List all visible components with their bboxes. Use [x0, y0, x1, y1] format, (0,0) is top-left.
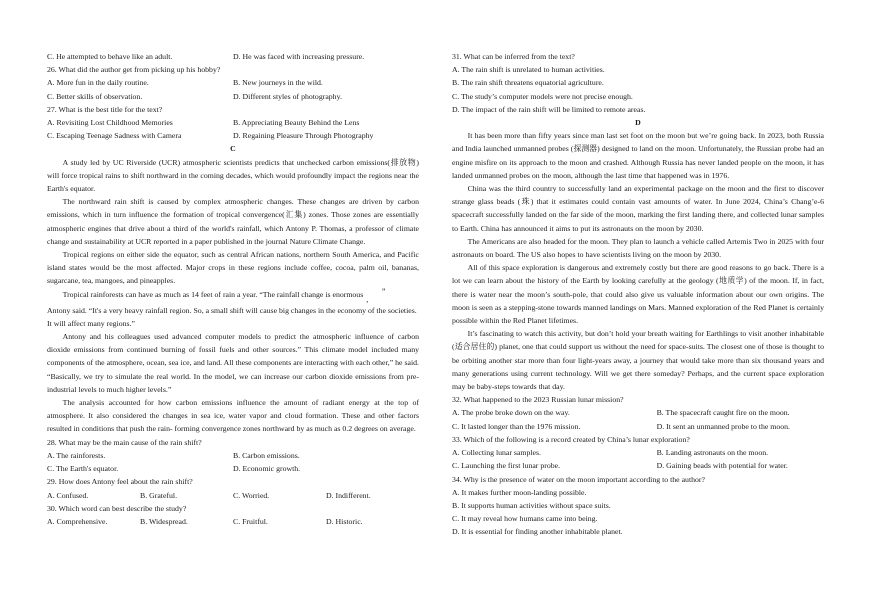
- q31-option-a: A. The rain shift is unrelated to human activities.: [452, 65, 605, 75]
- passage-d-paragraph-1: It has been more than fifty years since man last set foot on the moon but we’re going back. In 2023, both Russia and India launched unmanned probes (探测器) designed to land on the moon. Unfortunately, the Russian probe had an engine misfire on its approach to the moon and crashed. Although Russia has never landed people on the moon, it has landed unmanned probes on the moon, although the last time that happened was in 1976.: [452, 131, 824, 180]
- question-27: 27. What is the best title for the text?: [47, 104, 163, 114]
- q27-options-ab: [47, 116, 419, 129]
- passage-c-paragraph-4-continued: Antony said. “It's a very heavy rainfall region. So, a small shift will cause big changes in the economy of the societies. It will affect many regions.”: [47, 305, 417, 328]
- q34-option-a: A. It makes further moon-landing possible.: [452, 487, 587, 497]
- passage-d-paragraph-5: It’s fascinating to watch this activity, but don’t hold your breath waiting for Earthlings to visit another inhabitable (适合居住的) planet, one that could support us without the need for space-suits. The closest one of those is thought to be orbiting another star more than four light-years away, a journey that would take more than six thousand years and many generations using current technology. Will we get there someday? Perhaps, and the current space exploration may be baby-steps towards that day.: [452, 329, 824, 392]
- q34-option-b: B. It supports human activities without space suits.: [452, 500, 611, 510]
- q33-options-ab: [452, 446, 824, 459]
- option: D. Historic.: [326, 516, 363, 526]
- passage-c-paragraph-5: Antony and his colleagues used advanced computer models to predict the atmospheric influence of carbon dioxide emissions from continued burning of fossil fuels and other sources.” This climate model included many components of the atmosphere, ocean, sea ice, and land. All these components are interacting with each other,” he said. “Basically, we try to simulate the real world. In the model, we can increase our carbon dioxide emissions from pre-industrial levels to much higher levels.”: [47, 332, 419, 394]
- q26-options-ab: [47, 76, 419, 89]
- q32-options-cd: [452, 420, 824, 433]
- option: C. He attempted to behave like an adult.: [47, 52, 173, 61]
- quote-mark: ” ,: [366, 286, 386, 304]
- passage-c-paragraph-6: The analysis accounted for how carbon emissions influence the amount of radiant energy at the top of atmosphere. It also considered the changes in sea ice, water vapor and cloud formation. These and other factors resulted in conditions that push the rain- forming convergence zones northward by as much as 0.2 degrees on average.: [47, 398, 419, 434]
- q29-options: [47, 489, 419, 502]
- passage-c-paragraph-2: The northward rain shift is caused by complex atmospheric changes. These changes are driven by carbon emissions, which in turn influence the formation of tropical convergence(汇集) zones. Those zones are essentially atmospheric engines that drive about a third of the world's rainfall, which Antony P. Thomas, a professor of climate change and sustainability at UCR reported in a paper published in the journal Nature Climate Change.: [47, 197, 419, 246]
- q31-option-d: D. The impact of the rain shift will be limited to remote areas.: [452, 104, 646, 114]
- q30-options: [47, 515, 419, 528]
- question-30: 30. Which word can best describe the study?: [47, 503, 187, 513]
- q25-options-cd: [47, 50, 419, 63]
- question-28: 28. What may be the main cause of the rain shift?: [47, 437, 202, 447]
- passage-d-paragraph-3: The Americans are also headed for the moon. They plan to launch a vehicle called Artemis Two in 2025 with four astronauts on board. The US also hopes to have scientists living on the moon by 2030.: [452, 236, 824, 260]
- option: B. New journeys in the wild.: [233, 78, 323, 88]
- option: A. Collecting lunar samples.: [452, 448, 541, 458]
- q34-option-d: D. It is essential for finding another inhabitable planet.: [452, 527, 623, 537]
- option: A. The probe broke down on the way.: [452, 408, 570, 418]
- q31-option-c: C. The study’s computer models were not precise enough.: [452, 91, 633, 101]
- q33-options-cd: [452, 459, 824, 472]
- passage-c-paragraph-4: [47, 288, 419, 304]
- option: B. Landing astronauts on the moon.: [656, 448, 769, 458]
- right-column: [452, 50, 824, 539]
- option: D. Economic growth.: [233, 464, 301, 474]
- question-33: 33. Which of the following is a record created by China’s lunar exploration?: [452, 434, 690, 444]
- option: A. The rainforests.: [47, 450, 106, 460]
- q28-options-ab: [47, 449, 419, 462]
- passage-d-paragraph-4: All of this space exploration is dangerous and extremely costly but there are good reasons to go back. There is a lot we can learn about the history of the Earth by looking carefully at the geology (地质学) of the moon. If, in fact, there is water near the moon’s south-pole, that could also give us valuable information about our own origins. The moon is seen as a stepping-stone towards manned landings on Mars. Manned exploration of the Red Planet is certainly possible within the Red Planet lifetimes.: [452, 263, 824, 326]
- option: C. Launching the first lunar probe.: [452, 461, 561, 471]
- option: C. Worried.: [233, 490, 270, 500]
- option: C. Better skills of observation.: [47, 91, 143, 101]
- option: C. It lasted longer than the 1976 mission.: [452, 421, 581, 431]
- passage-c-paragraph-3: Tropical regions on either side the equator, such as central African nations, northern South America, and Pacific island states would be the most affected. Major crops in these regions include coffee, cocoa, palm oil, bananas, sugarcane, tea, mangoes, and pineapples.: [47, 250, 419, 286]
- passage-d-paragraph-2: China was the third country to successfully land an experimental package on the moon and the first to discover strange glass beads (珠) that it estimates could contain vast amounts of water. In June 2024, China’s Chang’e-6 spacecraft successfully landed on the far side of the moon, marking the first landing there, and collected lunar samples to Earth. China has announced it aims to put its astronauts on the moon by 2030.: [452, 184, 824, 233]
- option: B. Widespread.: [140, 516, 188, 526]
- question-29: 29. How does Antony feel about the rain shift?: [47, 477, 193, 487]
- option: D. Indifferent.: [326, 490, 371, 500]
- question-32: 32. What happened to the 2023 Russian lunar mission?: [452, 395, 624, 405]
- option: D. He was faced with increasing pressure.: [233, 52, 365, 61]
- section-c-heading: C: [230, 144, 236, 154]
- q34-option-c: C. It may reveal how humans came into being.: [452, 514, 598, 524]
- option: A. Revisiting Lost Childhood Memories: [47, 118, 173, 128]
- question-26: 26. What did the author get from picking up his hobby?: [47, 65, 221, 75]
- option: B. Grateful.: [140, 490, 178, 500]
- q32-options-ab: [452, 406, 824, 419]
- option: D. Different styles of photography.: [233, 91, 342, 101]
- paragraph-4-text: Tropical rainforests can have as much as 14 feet of rain a year. “The rainfall change is enormous: [62, 289, 364, 299]
- q26-options-cd: [47, 90, 419, 103]
- option: D. Regaining Pleasure Through Photography: [233, 131, 374, 141]
- option: B. The spacecraft caught fire on the moon.: [656, 408, 790, 418]
- option: B. Carbon emissions.: [233, 450, 300, 460]
- option: D. It sent an unmanned probe to the moon.: [656, 421, 790, 431]
- section-d-heading: D: [635, 118, 641, 128]
- passage-c-paragraph-1: A study led by UC Riverside (UCR) atmospheric scientists predicts that unchecked carbon emissions(排放物) will force tropical rains to shift northward in the coming decades, which would profoundly impact the regions near the Earth's equator.: [47, 157, 419, 194]
- option: C. Escaping Teenage Sadness with Camera: [47, 131, 182, 141]
- left-column: [47, 50, 419, 528]
- option: C. The Earth's equator.: [47, 464, 119, 474]
- option: A. Comprehensive.: [47, 516, 108, 526]
- question-34: 34. Why is the presence of water on the moon important according to the author?: [452, 474, 705, 484]
- option: C. Fruitful.: [233, 516, 268, 526]
- option: D. Gaining beads with potential for water.: [656, 461, 788, 471]
- option: A. Confused.: [47, 490, 89, 500]
- q31-option-b: B. The rain shift threatens equatorial agriculture.: [452, 78, 604, 88]
- option: B. Appreciating Beauty Behind the Lens: [233, 118, 360, 128]
- q27-options-cd: [47, 129, 419, 142]
- q28-options-cd: [47, 462, 419, 475]
- question-31: 31. What can be inferred from the text?: [452, 52, 575, 61]
- option: A. More fun in the daily routine.: [47, 78, 149, 88]
